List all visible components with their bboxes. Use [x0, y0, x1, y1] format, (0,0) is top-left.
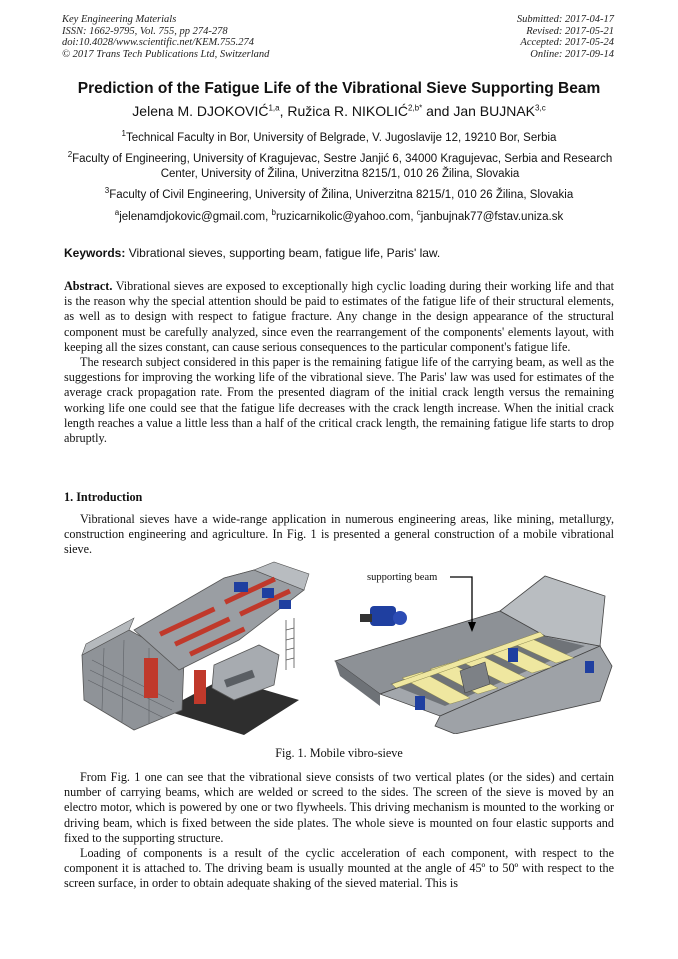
copyright: © 2017 Trans Tech Publications Ltd, Switzerland: [62, 48, 270, 60]
author-2-sup: 2,b*: [407, 103, 423, 113]
journal-name: Key Engineering Materials: [62, 14, 177, 25]
author-1-sup: 1,a: [268, 103, 280, 113]
intro-paragraph-1: [64, 512, 614, 558]
author-1: Jelena M. DJOKOVIĆ: [132, 103, 269, 119]
doi[interactable]: doi:10.4028/www.scientific.net/KEM.755.274: [62, 37, 254, 48]
email-b-sup: b: [271, 208, 276, 218]
email-c[interactable]: janbujnak77@fstav.uniza.sk: [420, 211, 564, 223]
affiliation-2: [64, 152, 616, 181]
abstract-label: Abstract.: [64, 279, 113, 293]
email-a[interactable]: jelenamdjokovic@gmail.com,: [119, 211, 272, 223]
supporting-beam-arrow: [450, 577, 472, 624]
affiliation-2-text: Faculty of Engineering, University of Kragujevac, Sestre Janjić 6, 34000 Kragujevac, Serbia and Research Center, University of Žilina, Univerzitna 8215/1, 010 26 Žilina, Slovakia: [72, 153, 613, 180]
paper-title: Prediction of the Fatigue Life of the Vibrational Sieve Supporting Beam: [77, 80, 601, 97]
sieve-motor: [360, 606, 407, 626]
submitted-date: Submitted: 2017-04-17: [516, 14, 614, 25]
author-separator: ,: [279, 103, 288, 119]
intro-p1-text: Vibrational sieves have a wide-range application in numerous engineering areas, like mining, metallurgy, construction engineering and agriculture. In Fig. 1 is presented a general construction of a mobile vibrational sieve.: [64, 512, 614, 557]
revised-date: Revised: 2017-05-21: [526, 25, 614, 37]
affiliation-2-sup: 2: [67, 150, 73, 160]
abstract-paragraph-1: [64, 279, 614, 355]
online-date: Online: 2017-09-14: [530, 48, 614, 60]
email-b[interactable]: ruzicarnikolic@yahoo.com,: [275, 211, 417, 223]
abstract-paragraph-2: The research subject considered in this paper is the remaining fatigue life of the carrying beam, as well as the suggestions for improving the working life of the vibrational sieve. The Paris' law was used for estimates of the average crack propagation rate. From the presented diagram of the initial crack length versus the remaining working life one could see that the fatigue life decreases with the crack length increase. When the initial crack length reaches a value a little less than a half of the critical crack length, the remaining fatigue life starts to drop abruptly.: [64, 355, 614, 446]
header-right: [517, 14, 614, 60]
intro-paragraph-3: Loading of components is a result of the cyclic acceleration of each component, with respect to the component it is attached to. The driving beam is usually mounted at the angle of 45º to 50º with respect to the screen surface, in order to obtain adequate shaking of the sieved material. This is: [64, 846, 614, 891]
accepted-date: Accepted: 2017-05-24: [520, 37, 614, 48]
affiliation-1-sup: 1: [121, 129, 126, 139]
figure-vibrational-sieve: [330, 566, 620, 734]
figure-caption: Fig. 1. Mobile vibro-sieve: [275, 746, 403, 760]
machine-ladder: [286, 618, 294, 670]
keywords-label: Keywords:: [64, 246, 126, 260]
affiliation-1: [50, 131, 628, 146]
affiliation-3-sup: 3: [104, 186, 110, 196]
figure-mobile-sieve-machine: [74, 560, 332, 738]
issn: ISSN: 1662-9795, Vol. 755, pp 274-278: [62, 25, 228, 37]
section-heading-introduction: 1. Introduction: [64, 490, 143, 504]
email-c-sup: c: [416, 208, 421, 218]
header-left: [62, 14, 269, 60]
intro-paragraphs: [64, 770, 614, 892]
keywords-text: Vibrational sieves, supporting beam, fatigue life, Paris' law.: [125, 246, 441, 260]
author-3-sup: 3,c: [535, 103, 546, 113]
email-a-sup: a: [114, 208, 120, 218]
email-list: [50, 210, 628, 225]
author-2: Ružica R. NIKOLIĆ: [287, 103, 408, 119]
intro-paragraph-2: From Fig. 1 one can see that the vibrational sieve consists of two vertical plates (or the sides) and certain number of carrying beams, which are welded or screed to the sides. The screen of the sieve is moved by an electro motor, which is powered by one or two flywheels. This driving mechanism is mounted to the working or driving beam, which is fixed between the side plates. The whole sieve is mounted on four elastic supports and fixed to the supporting structure.: [64, 770, 614, 845]
author-and: and: [422, 103, 454, 119]
keywords: [64, 246, 616, 260]
abstract: [64, 279, 614, 446]
figure-label-supporting-beam: supporting beam: [367, 572, 438, 583]
affiliation-1-text: Technical Faculty in Bor, University of Belgrade, V. Jugoslavije 12, 19210 Bor, Serbia: [126, 132, 557, 144]
author-list: [40, 103, 638, 119]
abstract-p1-text: Vibrational sieves are exposed to exceptionally high cyclic loading during their working life and that is the reason why the special attention should be paid to estimates of the fatigue life of their structural elements, as well as to design with respect to fatigue fracture. Any change in the design appearance of the structural component must be carefully analyzed, since even the rearrangement of the components' elements layout, with keeping all the sizes constant, can cause serious consequences to the particular component's fatigue life.: [64, 279, 614, 354]
author-3: Jan BUJNAK: [453, 103, 536, 119]
affiliation-3: [50, 188, 628, 203]
affiliation-3-text: Faculty of Civil Engineering, University of Žilina, Univerzitna 8215/1, 010 26 Žilina, Slovakia: [109, 189, 574, 201]
